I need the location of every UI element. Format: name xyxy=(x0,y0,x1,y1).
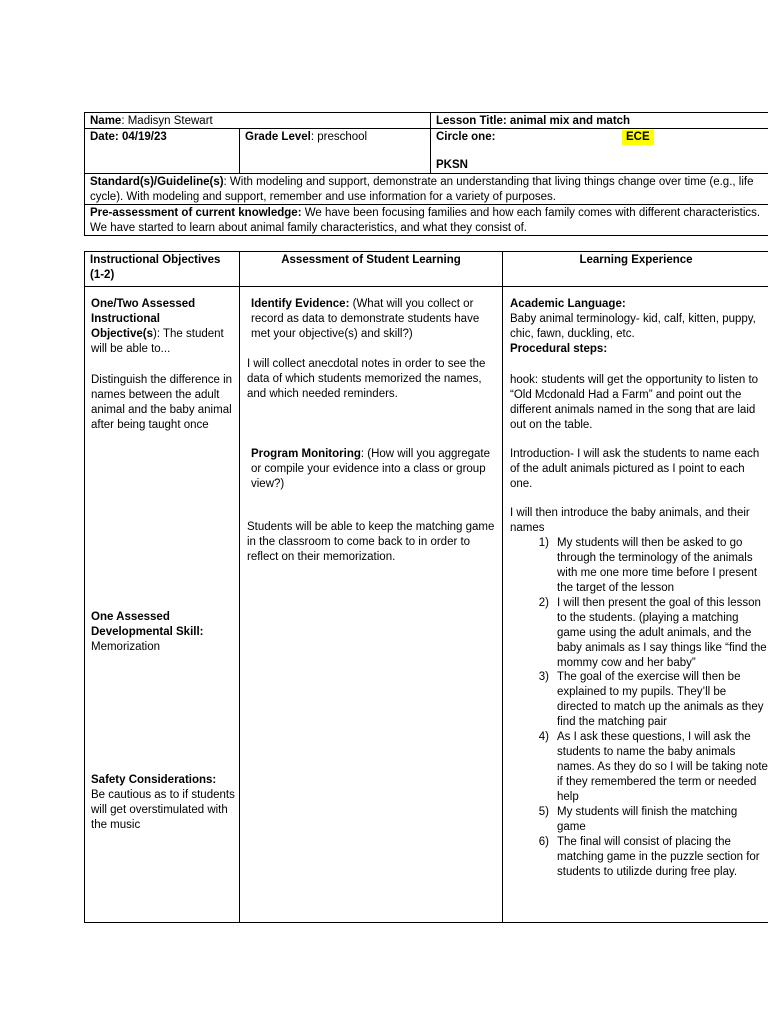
procedural-steps-label: Procedural steps: xyxy=(510,342,608,355)
academic-language-block xyxy=(510,297,768,357)
academic-language-label: Academic Language: xyxy=(510,298,626,310)
ece-option: ECE xyxy=(622,130,654,145)
monitoring-label: Program Monitoring xyxy=(251,448,361,460)
list-item: 3) The goal of the exercise will then be explained to my pupils. They’ll be directed to match up the animals as they find the matching pair xyxy=(538,671,764,729)
date-value: 04/19/23 xyxy=(121,131,167,143)
circle-one-label: Circle one: xyxy=(436,131,496,143)
col1-body xyxy=(84,286,240,923)
dev-skill-text: Memorization xyxy=(91,640,161,653)
standards-text: : With modeling and support, demonstrate an understanding that living things change over time (e.g., life cycle). With modeling and support, remember and use information for a variety of purposes. xyxy=(90,176,754,203)
academic-language-text: Baby animal terminology- kid, calf, kitten, puppy, chic, fawn, duckling, etc. xyxy=(510,312,756,340)
list-item: 2) I will then present the goal of this lesson to the students. (playing a matching game using the adult animals, and the baby animals as I say things like “find the mommy cow and her baby” xyxy=(538,596,767,669)
evidence-text: I will collect anecdotal notes in order to see the data of which students memorized the names, and which needed reminders. xyxy=(247,358,486,400)
name-cell xyxy=(84,112,431,129)
procedural-steps-list xyxy=(523,536,768,880)
col1-header: Instructional Objectives (1-2) xyxy=(84,251,240,287)
col3-body xyxy=(502,286,768,923)
objective-label: One/Two Assessed Instructional Objective(s xyxy=(91,298,196,340)
safety-block xyxy=(91,773,236,833)
circle-one-cell xyxy=(430,128,768,174)
list-item: 6) The final will consist of placing the matching game in the puzzle section for students to utilizde during free play. xyxy=(538,835,760,878)
date-cell xyxy=(84,128,240,174)
evidence-block xyxy=(251,297,499,342)
lesson-title-cell xyxy=(430,112,768,129)
objective-label-end: ): The student will be able to... xyxy=(91,327,224,355)
evidence-prompt: (What will you collect or record as data to demonstrate students have met your objective(s) and skill?) xyxy=(251,298,480,340)
introduction-text-2: I will then introduce the baby animals, and their names xyxy=(510,507,750,534)
standards-cell xyxy=(84,173,768,205)
evidence-label: Identify Evidence: xyxy=(251,298,350,310)
objective-block xyxy=(91,297,231,357)
col2-header: Assessment of Student Learning xyxy=(239,251,503,287)
grade-level-label: Grade Level xyxy=(245,131,311,143)
safety-text: Be cautious as to if students will get overstimulated with the music xyxy=(91,788,235,831)
date-label: Date: xyxy=(90,131,119,143)
safety-label: Safety Considerations: xyxy=(91,774,217,786)
objective-text: Distinguish the difference in names between the adult animal and the baby animal after being taught once xyxy=(91,374,233,431)
preassessment-text: We have been focusing families and how each family comes with different characteristics. We have started to learn about animal family characteristics, and what they consist of. xyxy=(90,207,761,234)
list-item: 1) My students will then be asked to go through the terminology of the animals with me one more time before I present the target of the lesson xyxy=(538,537,758,594)
introduction-text: Introduction- I will ask the students to name each of the adult animals pictured as I point to each one. xyxy=(510,448,760,490)
lesson-title-label: Lesson Title: xyxy=(436,115,507,127)
lesson-title-value: animal mix and match xyxy=(509,115,631,127)
monitoring-block xyxy=(251,447,499,492)
name-value: : Madisyn Stewart xyxy=(121,115,213,127)
hook-text: hook: students will get the opportunity to listen to “Old Mcdonald Had a Farm” and point out the different animals named in the song that are laid out on the table. xyxy=(510,374,759,431)
grade-level-cell xyxy=(239,128,431,174)
pksn-option: PKSN xyxy=(436,159,468,171)
preassessment-label: Pre-assessment of current knowledge: xyxy=(90,207,302,219)
name-label: Name xyxy=(90,115,122,127)
list-item: 4) As I ask these questions, I will ask the students to name the baby animals names. As they do so I will be taking note if they remembered the term or needed help xyxy=(538,731,768,803)
monitoring-text: Students will be able to keep the matching game in the classroom to come back to in order to reflect on their memorization. xyxy=(247,521,495,563)
list-item: 5) My students will finish the matching game xyxy=(538,805,738,833)
standards-label: Standard(s)/Guideline(s) xyxy=(90,176,224,188)
col2-body xyxy=(239,286,503,923)
dev-skill-block xyxy=(91,610,236,655)
preassessment-cell xyxy=(84,204,768,236)
dev-skill-label: One Assessed Developmental Skill: xyxy=(91,611,204,638)
monitoring-prompt: : (How will you aggregate or compile your evidence into a class or group view?) xyxy=(251,448,491,490)
col3-header: Learning Experience xyxy=(502,251,768,287)
grade-level-value: : preschool xyxy=(310,131,368,143)
